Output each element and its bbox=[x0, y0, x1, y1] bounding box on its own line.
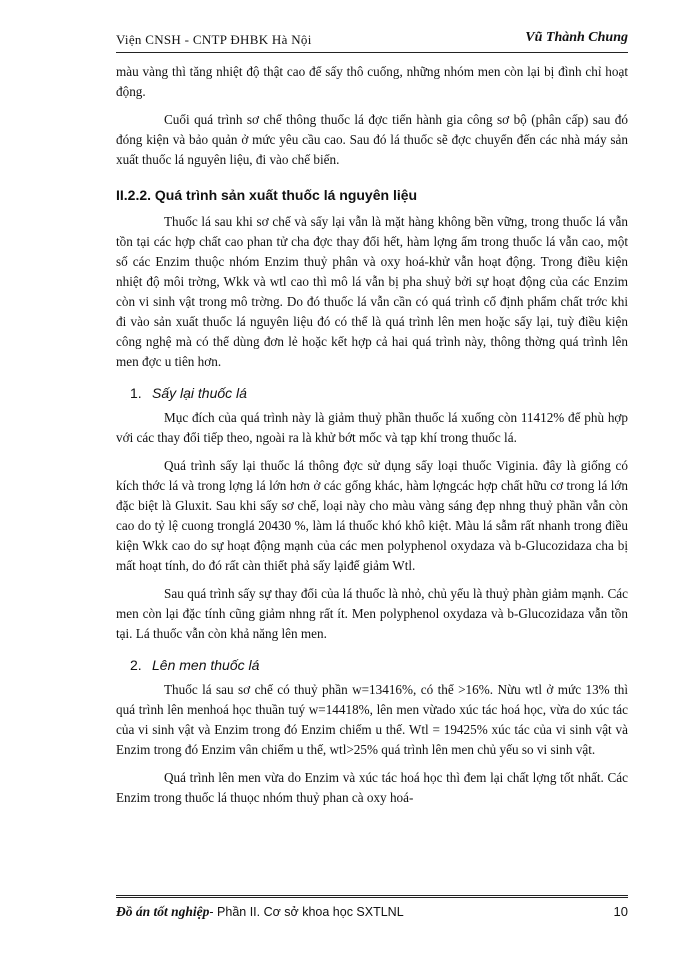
header-institute: Viện CNSH - CNTP ĐHBK Hà Nội bbox=[116, 32, 312, 47]
subheading-1-number: 1. bbox=[130, 385, 142, 401]
subheading-1-title: Sấy lại thuốc lá bbox=[152, 385, 247, 401]
footer-rule bbox=[116, 895, 628, 898]
page-body bbox=[116, 62, 628, 816]
subheading-2-title: Lên men thuốc lá bbox=[152, 657, 260, 673]
header-author: Vũ Thành Chung bbox=[525, 30, 628, 45]
paragraph-6: Sau quá trình sấy sự thay đổi của lá thuốc là nhỏ, chủ yếu là thuỷ phàn giảm mạnh. Các men còn lại đặc tính cũng giảm nhng rất ít. Men polyphenol oxydaza và b-Glucozidaza vẫn tồn tại. Lá thuốc vẫn còn khả năng lên men. bbox=[116, 586, 628, 641]
paragraph-2: Cuối quá trình sơ chế thông thuốc lá đợc tiến hành gia công sơ bộ (phân cấp) sau đó đóng kiện và bảo quản ở mức yêu cầu cao. Sau đó lá thuốc sẽ đợc chuyển đến các nhà máy sản xuất thuốc lá nguyên liệu, đi vào chế biến. bbox=[116, 112, 628, 167]
header-rule bbox=[116, 52, 628, 53]
subheading-2-number: 2. bbox=[130, 657, 142, 673]
footer-left bbox=[116, 904, 404, 920]
page-number: 10 bbox=[613, 904, 628, 919]
paragraph-4: Mục đích của quá trình này là giảm thuỷ phần thuốc lá xuống còn 11412% để phù hợp với các thay đổi tiếp theo, ngoài ra là khử bớt mốc và tạp khí trong thuốc lá. bbox=[116, 410, 628, 445]
page-header bbox=[116, 28, 628, 50]
paragraph-1: màu vàng thì tăng nhiệt độ thật cao để sấy thô cuống, những nhóm men còn lại bị đình chỉ hoạt động. bbox=[116, 64, 628, 99]
footer-part: - Phần II. Cơ sở khoa học SXTLNL bbox=[209, 905, 404, 919]
section-heading: II.2.2. Quá trình sản xuất thuốc lá nguyên liệu bbox=[116, 187, 418, 203]
subheading-1 bbox=[116, 382, 628, 404]
page-footer bbox=[116, 902, 628, 926]
footer-signature: Đồ án tốt nghiệp bbox=[116, 904, 210, 919]
paragraph-7: Thuốc lá sau sơ chế có thuỷ phần w=13416%, có thể >16%. Nừu wtl ở mức 13% thì quá trình lên menhoá học thuần tuý w=14418%, lên men vừado xúc tác hoá học, vừa do xúc tác của vi sinh vật và Enzim trong đó Enzim chiếm u thế. Wtl = 19425% xúc tác của vi sinh vật và Enzim trong đó Enzim vân chiếm u thế, wtl>25% quá trình lên men chủ yếu so vi sinh vật. bbox=[116, 682, 628, 757]
paragraph-5: Quá trình sấy lại thuốc lá thông đợc sử dụng sấy loại thuốc Viginia. đây là giống có kích thớc lá và trong lợng lá lớn hơn ở các gống khác, hàm lợngcác hợp chất hữu cơ trong lá lớn đặc biệt là Gluxit. Sau khi sấy sơ chế, loại này cho màu vàng sáng đẹp nhng thuỷ phần vẫn còn cao do tỷ lệ cuong tronglá 20430 %, làm lá thuốc khó khô kiệt. Màu lá sẫm rất nhanh trong điều kiện Wkk cao do sự hoạt động mạnh của các men polyphenol oxydaza và b-Glucozidaza cha bị mất hoạt tính, do đó rất càn thiết phả sấy lạiđể giảm Wtl. bbox=[116, 458, 628, 573]
subheading-2 bbox=[116, 654, 628, 676]
paragraph-8: Quá trình lên men vừa do Enzim và xúc tác hoá học thì đem lại chất lợng tốt nhất. Các Enzim trong thuốc lá thuọc nhóm thuỷ phan cà oxy hoá- bbox=[116, 770, 628, 805]
paragraph-3: Thuốc lá sau khi sơ chế và sấy lại vẫn là mặt hàng không bền vững, trong thuốc lá vẫn tồn tại các hợp chất cao phan tử cha đợc thay đổi hết, hàm lợng ẩm trong thuốc lá vẫn cao, một số các Enzim thuộc nhóm Enzim thuỷ phân và oxy hoá-khử vẫn hoạt động. Trong điều kiện nhiệt độ môi trờng, Wkk và wtl cao thì mô lá vẫn bị pha shuỷ bởi sự hoạt động của các Enzim còn vi sinh vật trong mô trờng. Do đó thuốc lá vẫn cần có quá trình cố định phẩm chất trớc khi đi vào sản xuất thuốc lá nguyên liệu đó có thể là quá trình lên men hoặc sấy lại, tuỳ điều kiện công nghệ mà có thể dùng đơn lẻ hoặc kết hợp cả hai quá trình này, thông thờng quá trình lên men đợc u tiên hơn. bbox=[116, 214, 628, 369]
